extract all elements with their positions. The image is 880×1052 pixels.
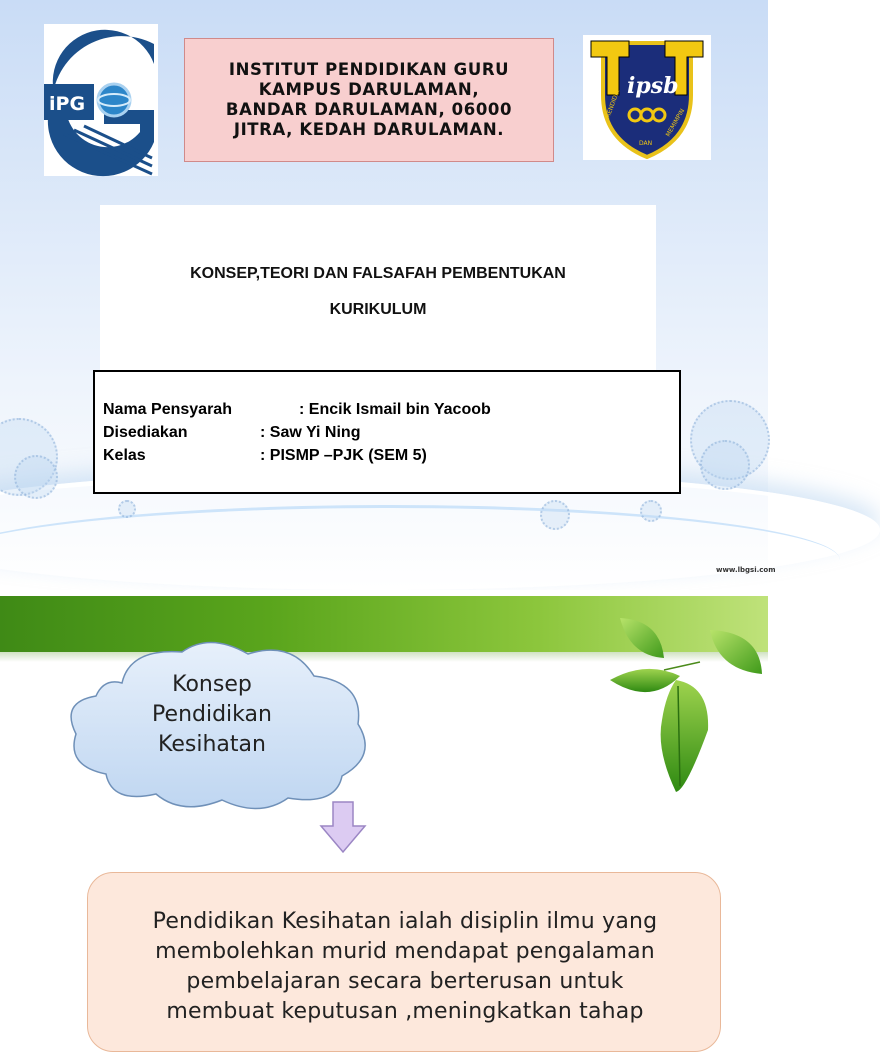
info-value: : Saw Yi Ning	[260, 424, 361, 441]
cloud-text	[112, 670, 312, 760]
definition-line: Pendidikan Kesihatan ialah disiplin ilmu yang	[152, 909, 658, 934]
info-box	[93, 370, 681, 494]
background-bokeh	[700, 440, 750, 490]
leaves-decoration	[590, 610, 768, 800]
slide-2	[0, 590, 768, 1024]
slide-1	[0, 0, 776, 590]
info-label: Disediakan	[103, 424, 188, 441]
definition-text	[106, 907, 704, 1027]
title-box	[100, 205, 656, 375]
watermark: www.lbgsi.com	[716, 566, 776, 574]
cloud-line: Kesihatan	[158, 732, 266, 757]
background-bokeh	[540, 500, 570, 530]
info-label: Nama Pensyarah	[103, 401, 232, 418]
institution-box	[184, 38, 554, 162]
definition-line: membuat keputusan ,meningkatkan tahap	[166, 999, 644, 1024]
ipsb-crest	[583, 35, 711, 160]
cloud-line: Pendidikan	[152, 702, 272, 727]
ipg-logo-graphic	[44, 24, 158, 176]
institution-name: INSTITUT PENDIDIKAN GURU KAMPUS DARULAMAN, BANDAR DARULAMAN, 06000 JITRA, KEDAH DARULAMAN.	[225, 60, 513, 139]
ipsb-ring-mid: DAN	[639, 140, 653, 147]
ipg-logo-text: iPG	[49, 93, 86, 115]
presentation-title-line-1: KONSEP,TEORI DAN FALSAFAH PEMBENTUKAN	[190, 265, 566, 282]
ipg-logo	[44, 24, 158, 176]
info-value: : Encik Ismail bin Yacoob	[299, 401, 491, 418]
cloud-line: Konsep	[172, 672, 252, 697]
ipsb-ring-right: MEMIMPIN	[664, 107, 687, 138]
info-value: : PISMP –PJK (SEM 5)	[260, 447, 427, 464]
ipsb-ring-left: MENDIDIK	[604, 88, 622, 120]
definition-line: pembelajaran secara berterusan untuk	[186, 969, 624, 994]
definition-box	[87, 872, 721, 1052]
background-bokeh	[640, 500, 662, 522]
definition-line: membolehkan murid mendapat pengalaman	[155, 939, 655, 964]
background-bokeh	[14, 455, 58, 499]
presentation-title-line-2: KURIKULUM	[329, 301, 427, 318]
info-label: Kelas	[103, 447, 146, 464]
background-bokeh	[118, 500, 136, 518]
ipsb-crest-graphic	[583, 35, 711, 160]
ipsb-crest-text: ipsb	[627, 73, 679, 99]
down-arrow-icon	[318, 800, 368, 854]
